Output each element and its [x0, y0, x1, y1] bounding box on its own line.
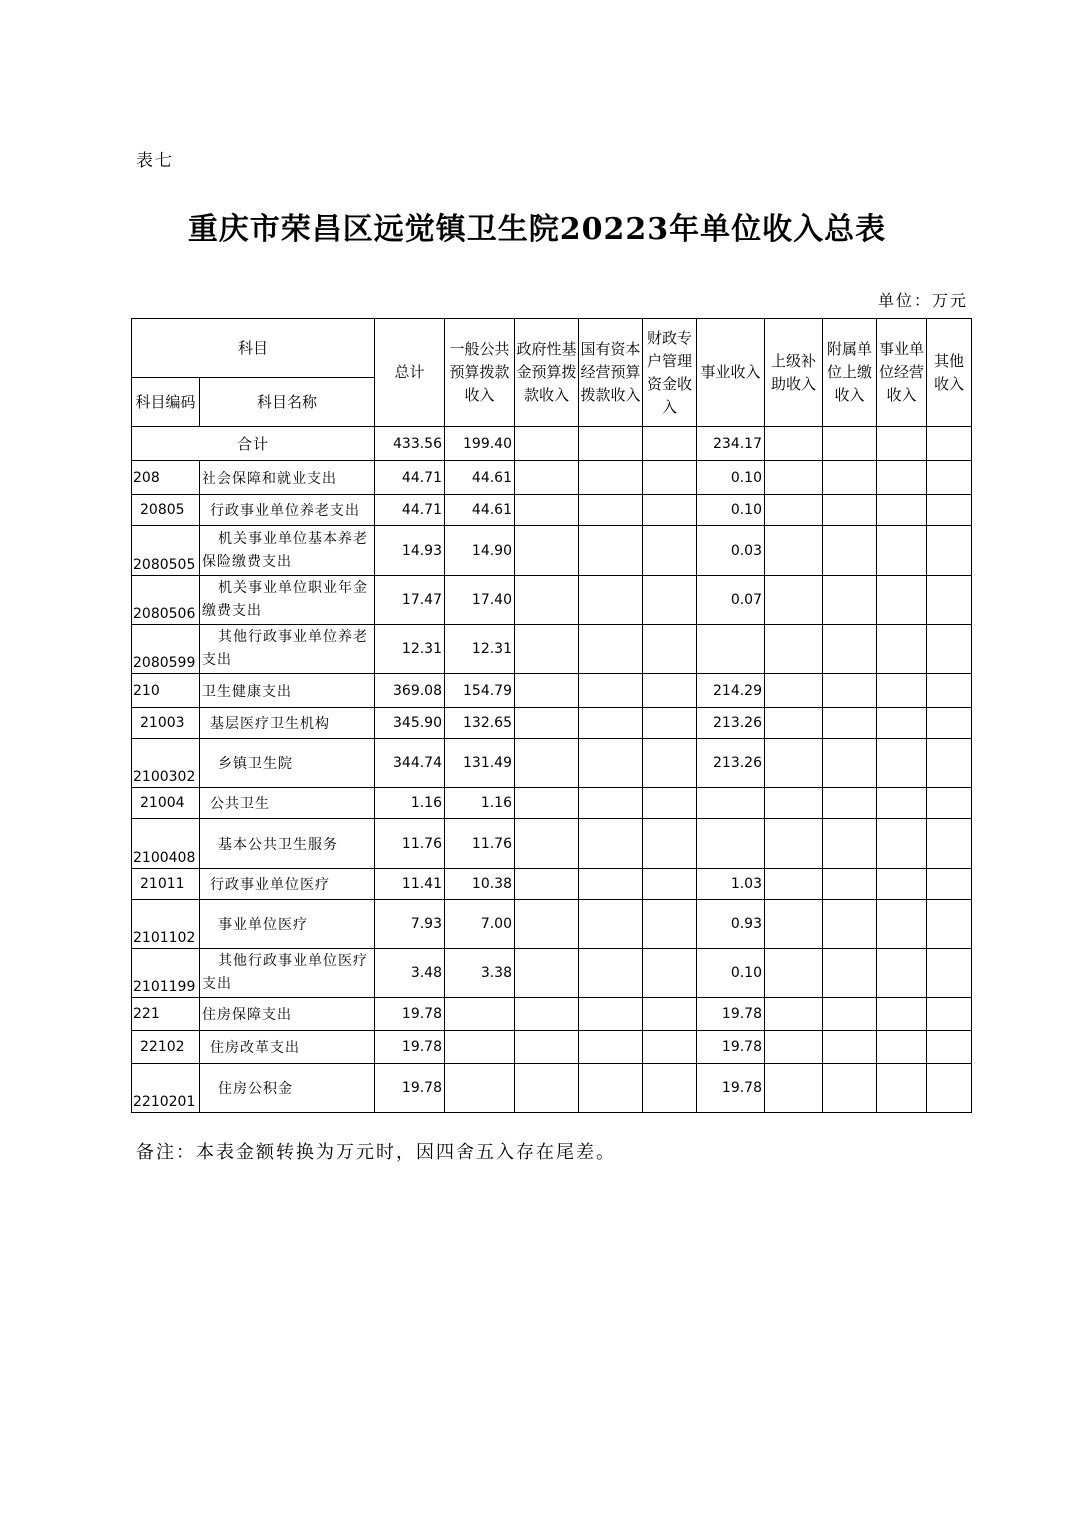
row-name: 卫生健康支出 [200, 674, 375, 708]
row-other [927, 1064, 972, 1113]
row-fund [515, 461, 579, 495]
row-code: 20805 [132, 495, 200, 526]
header-code: 科目编码 [132, 378, 200, 427]
row-state [579, 788, 643, 819]
row-total: 44.71 [375, 461, 445, 495]
row-code: 2080599 [132, 625, 200, 674]
table-row [132, 788, 972, 819]
row-business: 0.93 [697, 900, 765, 949]
row-code: 221 [132, 998, 200, 1031]
header-business: 事业收入 [697, 319, 765, 427]
row-code: 210 [132, 674, 200, 708]
header-general: 一般公共预算拨款收入 [445, 319, 515, 427]
row-fund [515, 949, 579, 998]
row-subsidy [765, 869, 823, 900]
row-name: 行政事业单位养老支出 [200, 495, 375, 526]
total-total: 433.56 [375, 427, 445, 461]
row-fund [515, 1064, 579, 1113]
table-row [132, 495, 972, 526]
header-special: 财政专户管理资金收入 [643, 319, 697, 427]
row-general [445, 1064, 515, 1113]
row-code: 2101102 [132, 900, 200, 949]
row-affiliate [823, 998, 877, 1031]
total-other [927, 427, 972, 461]
row-general: 44.61 [445, 461, 515, 495]
header-subsidy: 上级补助收入 [765, 319, 823, 427]
row-total: 369.08 [375, 674, 445, 708]
row-other [927, 788, 972, 819]
row-affiliate [823, 900, 877, 949]
row-business: 1.03 [697, 869, 765, 900]
row-subsidy [765, 998, 823, 1031]
row-special [643, 1064, 697, 1113]
row-name: 公共卫生 [200, 788, 375, 819]
row-operation [877, 1031, 927, 1064]
row-business: 213.26 [697, 708, 765, 739]
row-state [579, 949, 643, 998]
row-subsidy [765, 526, 823, 576]
table-row [132, 708, 972, 739]
row-code: 208 [132, 461, 200, 495]
row-fund [515, 998, 579, 1031]
row-other [927, 495, 972, 526]
total-state [579, 427, 643, 461]
row-special [643, 495, 697, 526]
table-row [132, 819, 972, 869]
row-name: 乡镇卫生院 [200, 739, 375, 788]
row-subsidy [765, 1064, 823, 1113]
row-operation [877, 869, 927, 900]
row-special [643, 900, 697, 949]
row-subsidy [765, 708, 823, 739]
row-affiliate [823, 819, 877, 869]
row-subsidy [765, 900, 823, 949]
row-name: 行政事业单位医疗 [200, 869, 375, 900]
row-affiliate [823, 739, 877, 788]
row-code: 21003 [132, 708, 200, 739]
header-fund: 政府性基金预算拨款收入 [515, 319, 579, 427]
row-fund [515, 576, 579, 625]
row-operation [877, 576, 927, 625]
income-table [131, 318, 972, 1113]
row-name: 住房公积金 [200, 1064, 375, 1113]
row-total: 12.31 [375, 625, 445, 674]
row-other [927, 998, 972, 1031]
row-affiliate [823, 526, 877, 576]
row-operation [877, 900, 927, 949]
row-other [927, 461, 972, 495]
table-row [132, 869, 972, 900]
row-special [643, 819, 697, 869]
row-affiliate [823, 869, 877, 900]
row-total: 11.76 [375, 819, 445, 869]
row-special [643, 949, 697, 998]
total-affiliate [823, 427, 877, 461]
row-general [445, 1031, 515, 1064]
row-code: 2100408 [132, 819, 200, 869]
row-state [579, 708, 643, 739]
row-other [927, 708, 972, 739]
row-total: 344.74 [375, 739, 445, 788]
row-general: 3.38 [445, 949, 515, 998]
row-other [927, 674, 972, 708]
row-special [643, 576, 697, 625]
row-general: 11.76 [445, 819, 515, 869]
row-special [643, 625, 697, 674]
row-other [927, 1031, 972, 1064]
row-name: 基层医疗卫生机构 [200, 708, 375, 739]
row-code: 21004 [132, 788, 200, 819]
total-fund [515, 427, 579, 461]
header-subject: 科目 [132, 319, 375, 378]
table-row [132, 949, 972, 998]
row-affiliate [823, 708, 877, 739]
row-general: 132.65 [445, 708, 515, 739]
row-affiliate [823, 788, 877, 819]
row-operation [877, 819, 927, 869]
row-name-text: 机关事业单位职业年金缴费支出 [202, 580, 368, 619]
row-business: 19.78 [697, 1031, 765, 1064]
table-row [132, 998, 972, 1031]
row-fund [515, 900, 579, 949]
row-business: 0.03 [697, 526, 765, 576]
row-special [643, 708, 697, 739]
page-title: 重庆市荣昌区远觉镇卫生院20223年单位收入总表 [187, 212, 887, 247]
table-row [132, 576, 972, 625]
row-total: 19.78 [375, 998, 445, 1031]
row-code: 22102 [132, 1031, 200, 1064]
row-operation [877, 526, 927, 576]
row-name-text: 其他行政事业单位养老支出 [202, 629, 368, 668]
row-business: 0.10 [697, 495, 765, 526]
row-subsidy [765, 788, 823, 819]
row-business [697, 819, 765, 869]
row-code: 2101199 [132, 949, 200, 998]
table-row [132, 900, 972, 949]
header-total: 总计 [375, 319, 445, 427]
row-affiliate [823, 1031, 877, 1064]
row-subsidy [765, 576, 823, 625]
row-state [579, 495, 643, 526]
row-business: 0.07 [697, 576, 765, 625]
row-subsidy [765, 674, 823, 708]
row-total: 17.47 [375, 576, 445, 625]
row-state [579, 1064, 643, 1113]
total-label: 合计 [132, 427, 375, 461]
row-total: 1.16 [375, 788, 445, 819]
row-name: 住房改革支出 [200, 1031, 375, 1064]
table-row [132, 674, 972, 708]
row-total: 19.78 [375, 1031, 445, 1064]
row-operation [877, 788, 927, 819]
table-row [132, 1064, 972, 1113]
row-other [927, 739, 972, 788]
row-name-text: 其他行政事业单位医疗支出 [202, 953, 368, 992]
row-state [579, 998, 643, 1031]
row-business: 0.10 [697, 949, 765, 998]
row-fund [515, 788, 579, 819]
row-other [927, 526, 972, 576]
row-business [697, 788, 765, 819]
row-state [579, 900, 643, 949]
row-code: 2080506 [132, 576, 200, 625]
row-general: 131.49 [445, 739, 515, 788]
row-fund [515, 1031, 579, 1064]
total-special [643, 427, 697, 461]
row-total: 7.93 [375, 900, 445, 949]
row-fund [515, 625, 579, 674]
footnote: 备注：本表金额转换为万元时，因四舍五入存在尾差。 [136, 1142, 616, 1163]
row-general: 14.90 [445, 526, 515, 576]
row-state [579, 576, 643, 625]
total-row [132, 427, 972, 461]
row-affiliate [823, 949, 877, 998]
row-affiliate [823, 495, 877, 526]
row-affiliate [823, 1064, 877, 1113]
header-other: 其他收入 [927, 319, 972, 427]
row-fund [515, 526, 579, 576]
total-general: 199.40 [445, 427, 515, 461]
unit-label: 单位：万元 [877, 291, 968, 310]
row-special [643, 788, 697, 819]
row-state [579, 625, 643, 674]
row-general [445, 998, 515, 1031]
row-business: 0.10 [697, 461, 765, 495]
row-name: 事业单位医疗 [200, 900, 375, 949]
row-general: 12.31 [445, 625, 515, 674]
row-operation [877, 708, 927, 739]
row-affiliate [823, 674, 877, 708]
row-operation [877, 949, 927, 998]
row-special [643, 674, 697, 708]
row-operation [877, 674, 927, 708]
row-operation [877, 739, 927, 788]
header-state: 国有资本经营预算拨款收入 [579, 319, 643, 427]
row-subsidy [765, 461, 823, 495]
row-other [927, 869, 972, 900]
row-code: 2080505 [132, 526, 200, 576]
row-operation [877, 1064, 927, 1113]
row-total: 3.48 [375, 949, 445, 998]
row-name: 住房保障支出 [200, 998, 375, 1031]
row-subsidy [765, 739, 823, 788]
row-fund [515, 739, 579, 788]
row-subsidy [765, 949, 823, 998]
row-other [927, 576, 972, 625]
row-total: 345.90 [375, 708, 445, 739]
row-operation [877, 998, 927, 1031]
row-name [200, 949, 375, 998]
row-operation [877, 495, 927, 526]
row-name [200, 576, 375, 625]
row-fund [515, 495, 579, 526]
row-state [579, 819, 643, 869]
table-row [132, 739, 972, 788]
row-business [697, 625, 765, 674]
row-total: 14.93 [375, 526, 445, 576]
row-total: 44.71 [375, 495, 445, 526]
row-general: 17.40 [445, 576, 515, 625]
header-operation: 事业单位经营收入 [877, 319, 927, 427]
row-fund [515, 674, 579, 708]
header-name: 科目名称 [200, 378, 375, 427]
row-business: 213.26 [697, 739, 765, 788]
row-name [200, 625, 375, 674]
row-special [643, 1031, 697, 1064]
row-general: 7.00 [445, 900, 515, 949]
row-code: 21011 [132, 869, 200, 900]
row-subsidy [765, 495, 823, 526]
table-row [132, 461, 972, 495]
row-subsidy [765, 1031, 823, 1064]
row-state [579, 461, 643, 495]
table-row [132, 1031, 972, 1064]
row-state [579, 869, 643, 900]
row-general: 44.61 [445, 495, 515, 526]
row-state [579, 1031, 643, 1064]
row-other [927, 819, 972, 869]
row-fund [515, 708, 579, 739]
row-special [643, 739, 697, 788]
row-business: 19.78 [697, 1064, 765, 1113]
row-special [643, 998, 697, 1031]
row-operation [877, 461, 927, 495]
header-affiliate: 附属单位上缴收入 [823, 319, 877, 427]
row-state [579, 739, 643, 788]
table-row [132, 625, 972, 674]
row-code: 2100302 [132, 739, 200, 788]
row-affiliate [823, 461, 877, 495]
total-operation [877, 427, 927, 461]
row-code: 2210201 [132, 1064, 200, 1113]
row-special [643, 461, 697, 495]
row-general: 154.79 [445, 674, 515, 708]
row-total: 19.78 [375, 1064, 445, 1113]
row-subsidy [765, 819, 823, 869]
row-other [927, 949, 972, 998]
row-affiliate [823, 625, 877, 674]
row-special [643, 526, 697, 576]
row-special [643, 869, 697, 900]
row-total: 11.41 [375, 869, 445, 900]
total-subsidy [765, 427, 823, 461]
table-tag: 表七 [136, 151, 174, 171]
row-other [927, 900, 972, 949]
row-other [927, 625, 972, 674]
row-name-text: 机关事业单位基本养老保险缴费支出 [202, 530, 368, 570]
row-subsidy [765, 625, 823, 674]
row-state [579, 526, 643, 576]
row-name: 基本公共卫生服务 [200, 819, 375, 869]
row-business: 19.78 [697, 998, 765, 1031]
row-name [200, 526, 375, 576]
row-business: 214.29 [697, 674, 765, 708]
row-name: 社会保障和就业支出 [200, 461, 375, 495]
row-fund [515, 819, 579, 869]
row-general: 10.38 [445, 869, 515, 900]
row-operation [877, 625, 927, 674]
table-row [132, 526, 972, 576]
total-business: 234.17 [697, 427, 765, 461]
row-affiliate [823, 576, 877, 625]
row-general: 1.16 [445, 788, 515, 819]
row-fund [515, 869, 579, 900]
row-state [579, 674, 643, 708]
